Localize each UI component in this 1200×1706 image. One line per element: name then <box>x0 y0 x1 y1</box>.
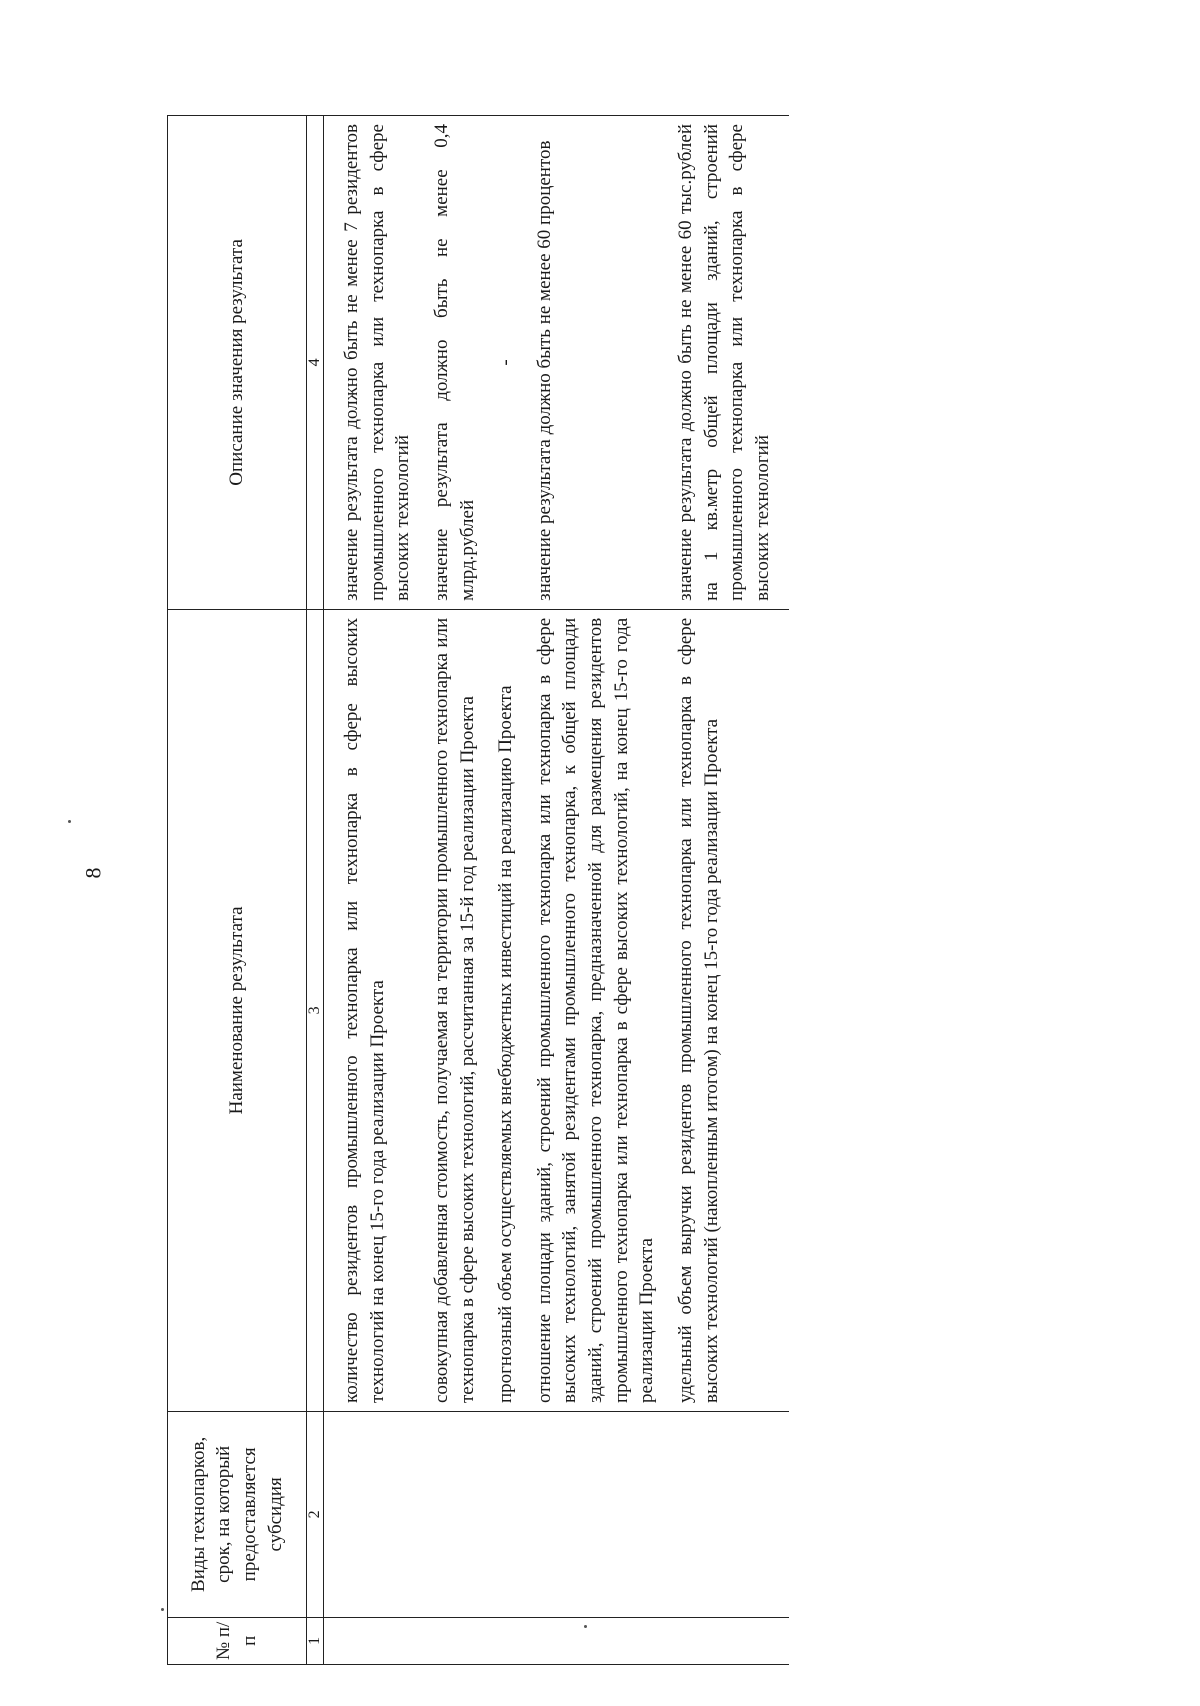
column-number-row <box>307 116 324 1665</box>
column-number: 1 <box>307 1617 324 1664</box>
row-result-description: значение результата должно быть не менее 60 тыс.рублей на 1 кв.метр общей площади зданий, строений промышленного технопарка или технопарка в сфере высоких технологий <box>673 116 789 610</box>
row-number <box>493 1617 532 1664</box>
header-number: № п/п <box>168 1617 307 1664</box>
header-result-description: Описание значения результата <box>168 116 307 610</box>
row-result-name: прогнозный объем осуществляемых внебюджетных инвестиций на реализацию Проекта <box>493 609 532 1411</box>
row-result-description: значение результата должно быть не менее 60 процентов <box>532 116 673 610</box>
row-result-name: количество резидентов промышленного технопарка или технопарка в сфере высоких технологий на конец 15-го года реализации Проекта <box>324 609 429 1411</box>
row-type <box>429 1412 493 1618</box>
table-row <box>493 116 532 1665</box>
column-number: 4 <box>307 116 324 610</box>
row-number <box>673 1617 789 1664</box>
row-type <box>673 1412 789 1618</box>
table-header-row <box>168 116 307 1665</box>
page-number: 8 <box>80 867 106 879</box>
row-result-description: - <box>493 116 532 610</box>
header-technopark-type: Виды технопарков, срок, на который предоставляется субсидия <box>168 1412 307 1618</box>
table-row <box>324 116 429 1665</box>
table-row <box>673 116 789 1665</box>
row-result-name: удельный объем выручки резидентов промышленного технопарка или технопарка в сфере высоких технологий (накопленным итогом) на конец 15-го года реализации Проекта <box>673 609 789 1411</box>
scan-speck <box>161 1608 164 1611</box>
table-row <box>532 116 673 1665</box>
scan-speck <box>68 820 71 823</box>
row-type <box>532 1412 673 1618</box>
row-result-name: совокупная добавленная стоимость, получаемая на территории промышленного технопарка или технопарка в сфере высоких технологий, рассчитанная за 15-й год реализации Проекта <box>429 609 493 1411</box>
row-number <box>324 1617 429 1664</box>
row-type <box>493 1412 532 1618</box>
row-result-description: значение результата должно быть не менее 7 резидентов промышленного технопарка или технопарка в сфере высоких технологий <box>324 116 429 610</box>
row-number <box>429 1617 493 1664</box>
row-number <box>532 1617 673 1664</box>
column-number: 3 <box>307 609 324 1411</box>
column-number: 2 <box>307 1412 324 1618</box>
table-row <box>429 116 493 1665</box>
row-type <box>324 1412 429 1618</box>
row-result-name: отношение площади зданий, строений промышленного технопарка или технопарка в сфере высоких технологий, занятой резидентами промышленного технопарка, к общей площади зданий, строений промышленного технопарка, предназначенной для размещения резидентов промышленного технопарка или технопарка в сфере высоких технологий, на конец 15-го года реализации Проекта <box>532 609 673 1411</box>
results-table <box>167 115 789 1665</box>
header-result-name: Наименование результата <box>168 609 307 1411</box>
row-result-description: значение результата должно быть не менее 0,4 млрд.рублей <box>429 116 493 610</box>
results-table-frame <box>167 115 1067 1665</box>
